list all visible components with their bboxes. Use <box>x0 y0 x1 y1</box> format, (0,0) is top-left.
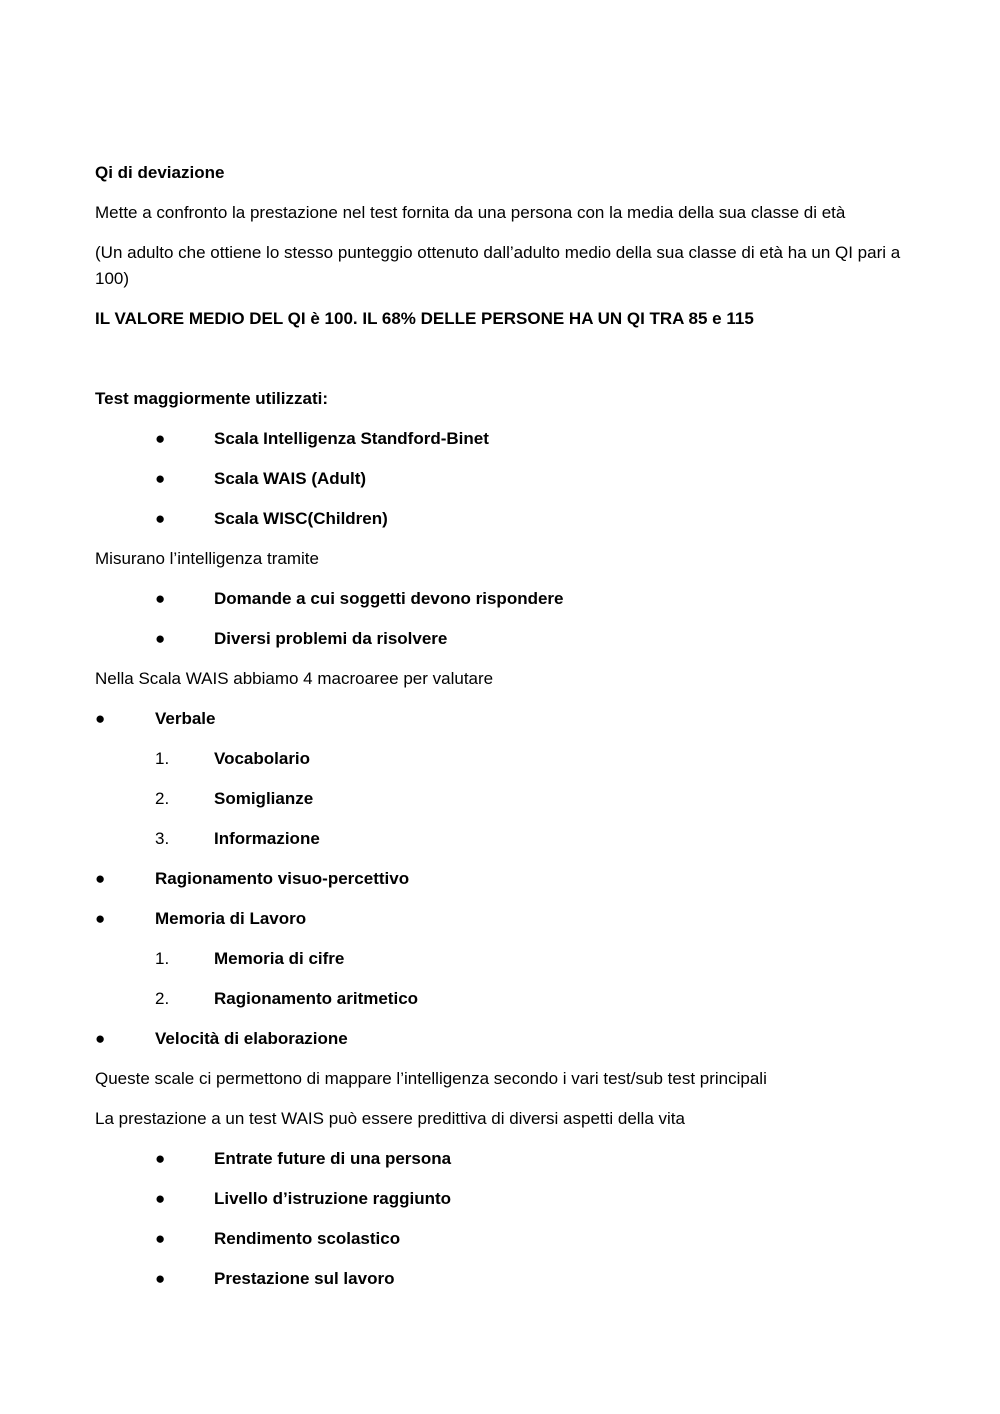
bullet-marker: ● <box>155 1189 166 1208</box>
paragraph-definition: Mette a confronto la prestazione nel test fornita da una persona con la media della sua classe di età <box>95 203 846 222</box>
list-item <box>95 1226 905 1266</box>
bullet-marker: ● <box>155 1149 166 1168</box>
list-item-text: Scala WISC(Children) <box>214 509 388 528</box>
list-item-text: Entrate future di una persona <box>214 1149 452 1168</box>
list-item <box>95 866 905 906</box>
list-item <box>95 626 905 666</box>
paragraph-example: (Un adulto che ottiene lo stesso punteggio ottenuto dall’adulto medio della sua classe di età ha un QI pari a 100) <box>95 243 901 288</box>
wais-intro: Nella Scala WAIS abbiamo 4 macroaree per valutare <box>95 669 494 688</box>
list-item <box>95 706 905 746</box>
list-item <box>95 906 905 946</box>
list-item-text: Memoria di cifre <box>214 949 345 968</box>
number-marker: 2. <box>155 989 170 1008</box>
bullet-marker: ● <box>95 709 106 728</box>
list-item-text: Prestazione sul lavoro <box>214 1269 395 1288</box>
list-item-text: Vocabolario <box>214 749 311 768</box>
bullet-marker: ● <box>155 589 166 608</box>
bullet-marker: ● <box>155 429 166 448</box>
list-item-text: Somiglianze <box>214 789 314 808</box>
list-item <box>95 986 905 1026</box>
bullet-marker: ● <box>155 1269 166 1288</box>
list-item-text: Verbale <box>155 709 216 728</box>
list-item-text: Ragionamento aritmetico <box>214 989 419 1008</box>
bullet-marker: ● <box>155 629 166 648</box>
list-item <box>95 426 905 466</box>
list-item-text: Diversi problemi da risolvere <box>214 629 448 648</box>
blank-line <box>95 346 905 386</box>
document-page <box>95 160 905 1306</box>
section-heading: Qi di deviazione <box>95 163 225 182</box>
list-item <box>95 586 905 626</box>
number-marker: 1. <box>155 749 170 768</box>
list-item-text: Domande a cui soggetti devono rispondere <box>214 589 564 608</box>
list-item <box>95 506 905 546</box>
list-item <box>95 1186 905 1226</box>
bullet-marker: ● <box>155 1229 166 1248</box>
number-marker: 2. <box>155 789 170 808</box>
measure-intro: Misurano l’intelligenza tramite <box>95 549 319 568</box>
list-item <box>95 826 905 866</box>
list-item <box>95 466 905 506</box>
list-item-text: Scala WAIS (Adult) <box>214 469 367 488</box>
list-item-text: Informazione <box>214 829 320 848</box>
bullet-marker: ● <box>155 509 166 528</box>
paragraph-mean-value: IL VALORE MEDIO DEL QI è 100. IL 68% DELLE PERSONE HA UN QI TRA 85 e 115 <box>95 309 754 328</box>
list-item <box>95 746 905 786</box>
bullet-marker: ● <box>95 909 106 928</box>
list-item-text: Velocità di elaborazione <box>155 1029 348 1048</box>
bullet-marker: ● <box>95 869 106 888</box>
paragraph-predictive: La prestazione a un test WAIS può essere predittiva di diversi aspetti della vita <box>95 1109 685 1128</box>
list-item-text: Livello d’istruzione raggiunto <box>214 1189 452 1208</box>
list-item <box>95 1146 905 1186</box>
list-item <box>95 1026 905 1066</box>
paragraph-scales: Queste scale ci permettono di mappare l’intelligenza secondo i vari test/sub test principali <box>95 1069 767 1088</box>
bullet-marker: ● <box>95 1029 106 1048</box>
number-marker: 1. <box>155 949 170 968</box>
list-item-text: Rendimento scolastico <box>214 1229 401 1248</box>
list-item <box>95 786 905 826</box>
tests-heading: Test maggiormente utilizzati: <box>95 389 328 408</box>
list-item <box>95 946 905 986</box>
list-item-text: Memoria di Lavoro <box>155 909 307 928</box>
number-marker: 3. <box>155 829 170 848</box>
bullet-marker: ● <box>155 469 166 488</box>
list-item <box>95 1266 905 1306</box>
list-item-text: Scala Intelligenza Standford-Binet <box>214 429 489 448</box>
list-item-text: Ragionamento visuo-percettivo <box>155 869 410 888</box>
